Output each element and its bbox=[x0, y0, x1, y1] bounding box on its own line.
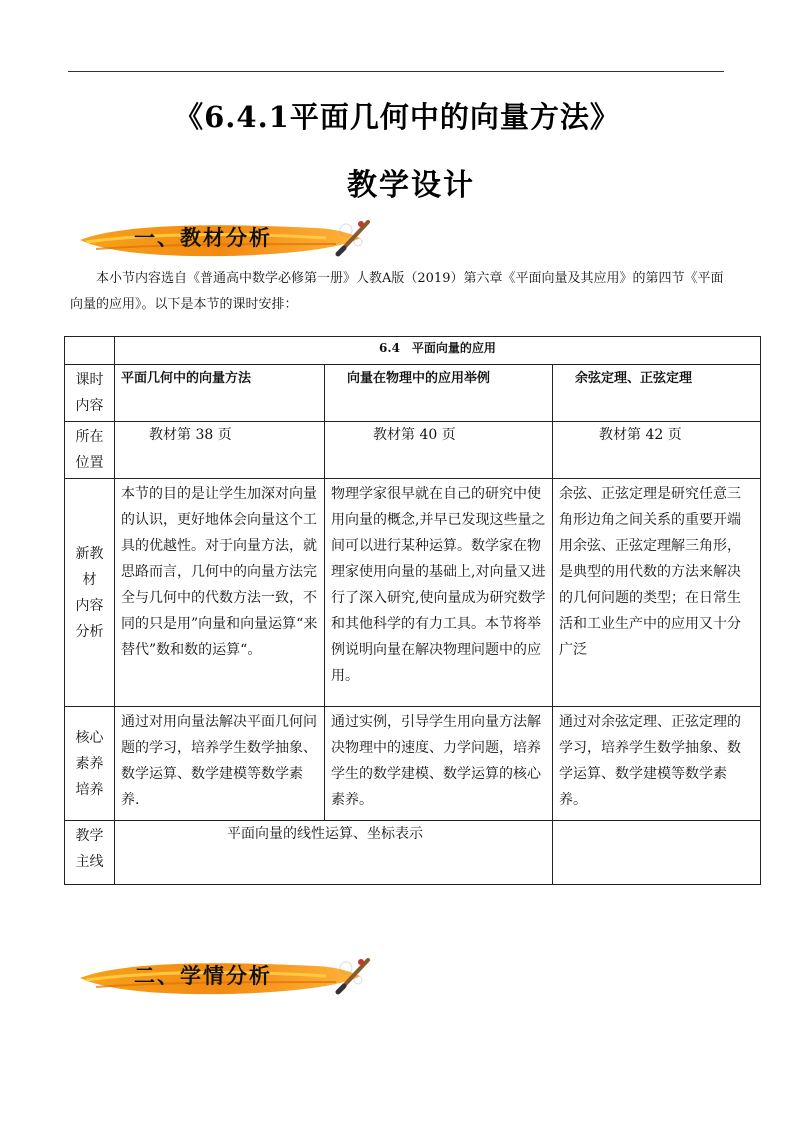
document-title: 《6.4.1平面几何中的向量方法》 bbox=[174, 100, 620, 134]
row-label-analysis: 新教 材 内容 分析 bbox=[65, 479, 115, 707]
section-title: 一、教材分析 bbox=[134, 226, 272, 250]
empty-cell bbox=[553, 821, 761, 885]
page-cell: 教材第 42 页 bbox=[553, 422, 761, 479]
section-banner-materials bbox=[76, 216, 376, 262]
row-label-lesson: 课时 内容 bbox=[65, 365, 115, 422]
analysis-cell: 本节的目的是让学生加深对向量的认识，更好地体会向量这个工具的优越性。对于向量方法，就思路而言，几何中的向量方法完全与几何中的代数方法一致，不同的只是用”向量和向量运算“来替代”数和数的运算“。 bbox=[115, 479, 325, 707]
mainline-cell: 平面向量的线性运算、坐标表示 bbox=[115, 821, 553, 885]
header-rule bbox=[68, 71, 724, 72]
lesson-cell: 平面几何中的向量方法 bbox=[115, 365, 325, 422]
row-label-mainline: 教学 主线 bbox=[65, 821, 115, 885]
table-row bbox=[65, 821, 761, 885]
section-title: 二、学情分析 bbox=[134, 964, 272, 988]
table-row bbox=[65, 707, 761, 821]
analysis-cell: 余弦、正弦定理是研究任意三角形边角之间关系的重要开端用余弦、正弦定理解三角形，是典型的用代数的方法来解决的几何问题的类型；在日常生活和工业生产中的应用又十分广泛 bbox=[553, 479, 761, 707]
literacy-cell: 通过实例，引导学生用向量方法解决物理中的速度、力学问题，培养学生的数学建模、数学运算的核心素养。 bbox=[325, 707, 553, 821]
lesson-plan-table bbox=[64, 336, 761, 885]
page-cell: 教材第 38 页 bbox=[115, 422, 325, 479]
row-label-location: 所在 位置 bbox=[65, 422, 115, 479]
document-subtitle: 教学设计 bbox=[347, 168, 475, 203]
lesson-cell: 向量在物理中的应用举例 bbox=[325, 365, 553, 422]
table-row bbox=[65, 365, 761, 422]
literacy-cell: 通过对余弦定理、正弦定理的学习，培养学生数学抽象、数学运算、数学建模等数学素养。 bbox=[553, 707, 761, 821]
literacy-cell: 通过对用向量法解决平面几何问题的学习，培养学生数学抽象、数学运算、数学建模等数学素养. bbox=[115, 707, 325, 821]
page-cell: 教材第 40 页 bbox=[325, 422, 553, 479]
table-corner-cell bbox=[65, 337, 115, 365]
table-header: 6.4 平面向量的应用 bbox=[115, 337, 761, 365]
intro-text: 本小节内容选自《普通高中数学必修第一册》人教A版（2019）第六章《平面向量及其应用》的第四节《平面向量的应用》。以下是本节的课时安排： bbox=[70, 271, 724, 312]
intro-paragraph bbox=[70, 266, 730, 318]
table-row bbox=[65, 422, 761, 479]
row-label-literacy: 核心 素养 培养 bbox=[65, 707, 115, 821]
section-banner-students bbox=[76, 954, 376, 1000]
table-row bbox=[65, 479, 761, 707]
lesson-cell: 余弦定理、正弦定理 bbox=[553, 365, 761, 422]
analysis-cell: 物理学家很早就在自己的研究中使用向量的概念,并早已发现这些量之间可以进行某种运算。数学家在物理家使用向量的基础上,对向量又进行了深入研究,使向量成为研究数学和其他科学的有力工具。本节将举例说明向量在解决物理问题中的应用。 bbox=[325, 479, 553, 707]
